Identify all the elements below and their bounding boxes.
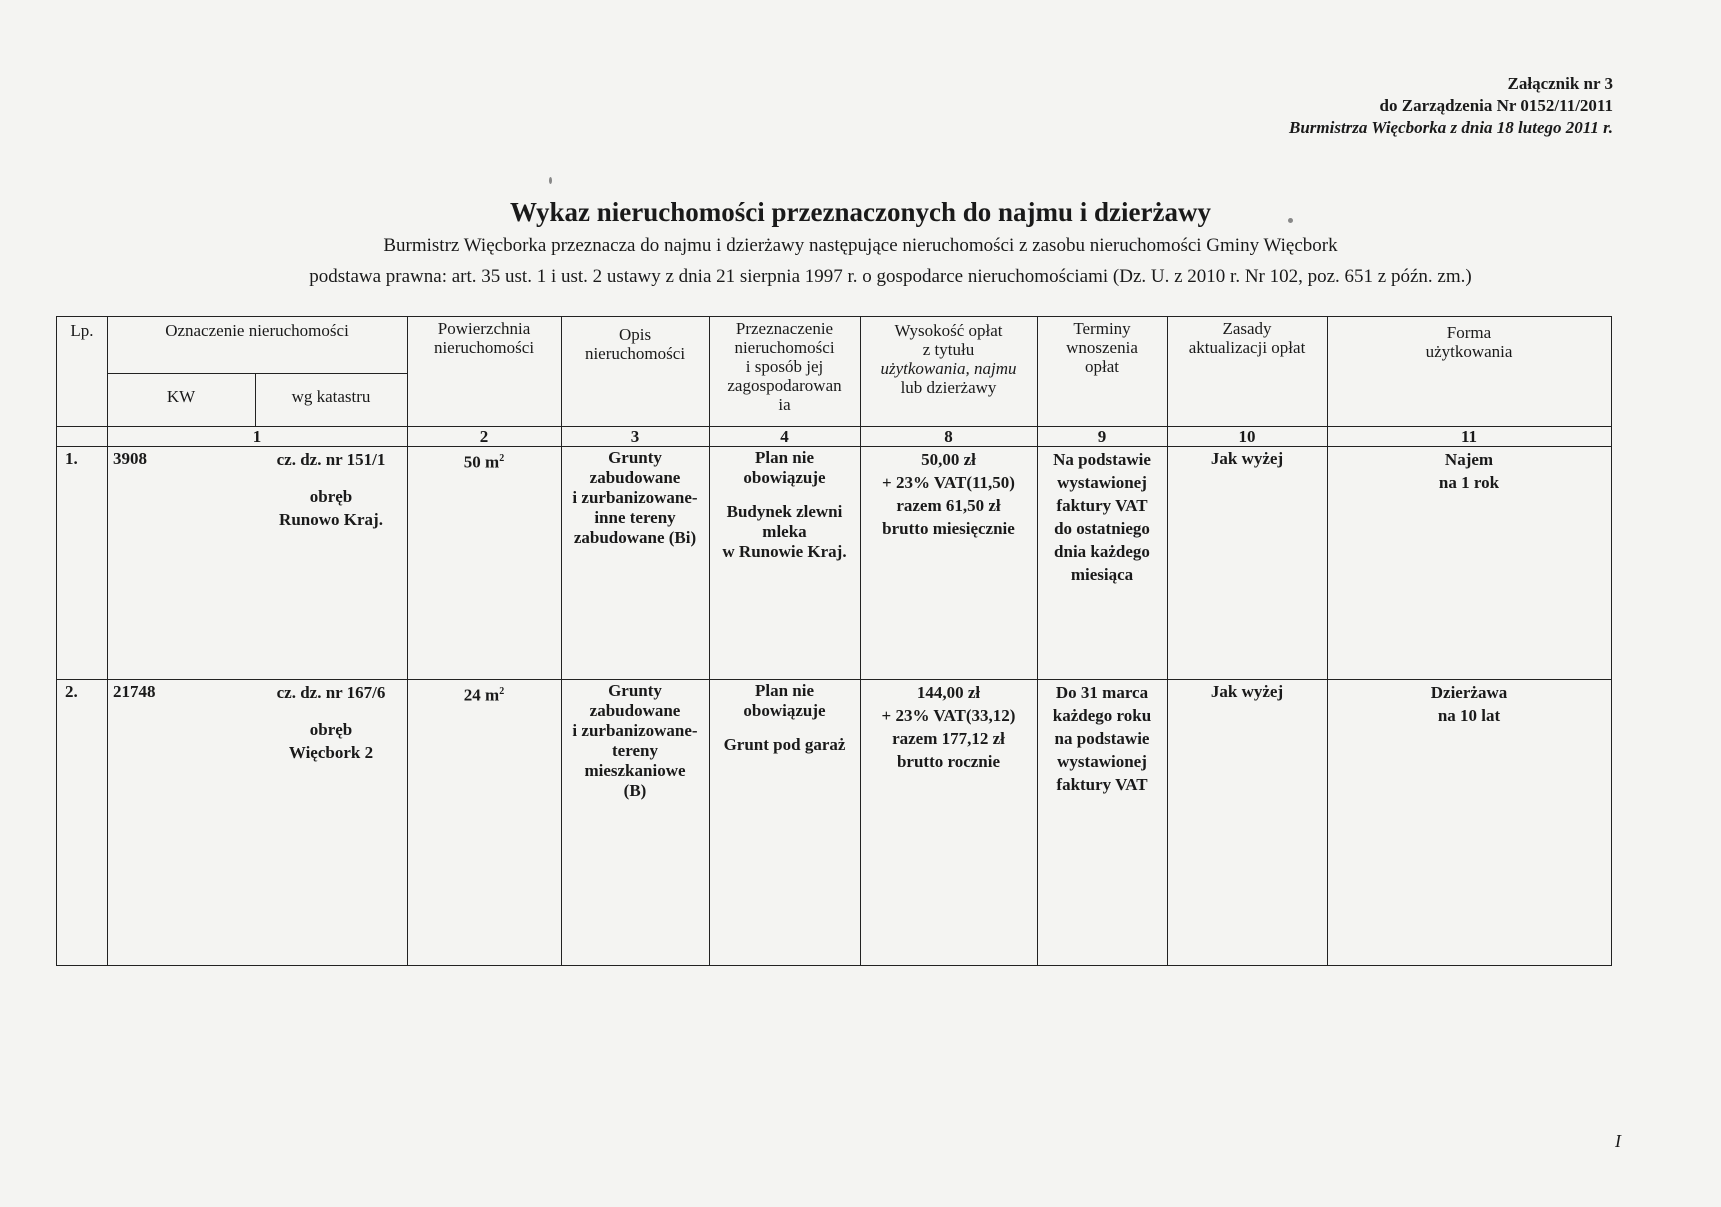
header-katastr: wg katastru	[291, 387, 371, 406]
row1-terminy-line: Na podstawie	[1053, 450, 1151, 469]
header-oznaczenie: Oznaczenie nieruchomości	[165, 321, 349, 340]
row1-terminy-line: do ostatniego	[1054, 519, 1150, 538]
row2-opis-line: zabudowane	[589, 701, 681, 720]
row1-opis-line: i zurbanizowane-	[572, 488, 698, 507]
row1-zasady: Jak wyżej	[1210, 449, 1284, 468]
row2-powierzchnia-value: 24 m	[463, 685, 500, 705]
row2-katastr	[255, 681, 407, 764]
col-number: 8	[944, 427, 953, 446]
scan-speck	[549, 177, 552, 184]
row1-powierzchnia	[407, 448, 561, 473]
row2-forma	[1327, 681, 1611, 727]
header-forma-l1: Forma	[1446, 323, 1492, 342]
header-terminy-l1: Terminy	[1073, 319, 1131, 338]
row1-terminy-line: faktury VAT	[1056, 496, 1148, 515]
row1-przeznaczenie	[709, 448, 860, 562]
row1-przezn-line: mleka	[762, 522, 807, 541]
row2-przezn-line: Grunt pod garaż	[723, 735, 846, 754]
subtitle-1: Burmistrz Więcborka przeznacza do najmu i dzierżawy następujące nieruchomości z zasobu nieruchomości Gminy Więcbork	[383, 235, 1338, 256]
row1-wys-line: brutto miesięcznie	[882, 519, 1015, 538]
row1-katastr-l1: cz. dz. nr 151/1	[276, 450, 386, 469]
row2-forma-line: Dzierżawa	[1430, 683, 1508, 702]
row2-przeznaczenie	[709, 681, 860, 755]
row1-wys-line: 50,00 zł	[921, 450, 976, 469]
col-number: 10	[1238, 427, 1256, 446]
row2-terminy-line: wystawionej	[1057, 752, 1147, 771]
header-powierzchnia	[407, 319, 561, 357]
col-number: 1	[252, 427, 262, 446]
row1-katastr	[255, 448, 407, 531]
header-wysokosc	[860, 321, 1037, 397]
row1-opis-line: zabudowane (Bi)	[573, 528, 697, 547]
row1-terminy-line: miesiąca	[1070, 565, 1134, 584]
row2-terminy-line: każdego roku	[1052, 706, 1152, 725]
header-terminy-l2: wnoszenia	[1066, 338, 1138, 357]
row2-terminy	[1037, 681, 1167, 796]
row2-powierzchnia-sup: 2	[499, 686, 505, 697]
row2-opis-line: i zurbanizowane-	[572, 721, 698, 740]
page-mark: I	[1615, 1131, 1621, 1151]
row1-terminy-line: dnia każdego	[1054, 542, 1150, 561]
col-number: 9	[1097, 427, 1107, 446]
header-terminy-l3: opłat	[1085, 357, 1119, 376]
col-number: 3	[630, 427, 640, 446]
row2-forma-line: na 10 lat	[1437, 706, 1501, 725]
col-number: 4	[780, 427, 789, 446]
row1-powierzchnia-sup: 2	[499, 453, 505, 464]
scan-speck	[1288, 218, 1293, 223]
row1-terminy	[1037, 448, 1167, 586]
header-kw: KW	[166, 387, 196, 406]
header-terminy	[1037, 319, 1167, 376]
row1-przezn-line: Plan nie	[754, 448, 815, 467]
row2-opis-line: (B)	[623, 781, 647, 800]
row1-forma-line: na 1 rok	[1438, 473, 1500, 492]
row2-katastr-l3: Więcbork 2	[288, 743, 374, 762]
header-opis-l1: Opis	[618, 325, 652, 344]
row2-katastr-l1: cz. dz. nr 167/6	[276, 683, 386, 702]
row2-terminy-line: faktury VAT	[1056, 775, 1148, 794]
row1-forma	[1327, 448, 1611, 494]
col-number: 11	[1460, 427, 1478, 446]
row2-zasady: Jak wyżej	[1210, 682, 1284, 701]
row2-wys-line: 144,00 zł	[916, 683, 981, 702]
row2-terminy-line: Do 31 marca	[1055, 683, 1149, 702]
row2-terminy-line: na podstawie	[1054, 729, 1150, 748]
subtitle-2: podstawa prawna: art. 35 ust. 1 i ust. 2 ustawy z dnia 21 sierpnia 1997 r. o gospodarce nieruchomościami (Dz. U. z 2010 r. Nr 102, poz. 651 z późn. zm.)	[309, 266, 1472, 287]
row2-powierzchnia	[407, 681, 561, 706]
row1-opis-line: Grunty	[608, 448, 662, 467]
row1-opis	[561, 448, 709, 548]
row1-wys-line: razem 61,50 zł	[896, 496, 1001, 515]
header-lp: Lp.	[70, 321, 94, 340]
row1-opis-line: inne tereny	[594, 508, 676, 527]
header-powierzchnia-l1: Powierzchnia	[437, 319, 531, 338]
header-wys-l1: Wysokość opłat	[894, 321, 1003, 340]
header-przezn-l2: nieruchomości	[734, 338, 835, 357]
header-powierzchnia-l2: nieruchomości	[433, 338, 535, 357]
annex-line-2: do Zarządzenia Nr 0152/11/2011	[1379, 96, 1613, 115]
row2-opis-line: tereny	[612, 741, 658, 760]
header-przeznaczenie	[709, 319, 860, 414]
row1-przezn-line: obowiązuje	[743, 468, 826, 487]
header-opis	[561, 325, 709, 363]
row1-przezn-line: Budynek zlewni	[726, 502, 843, 521]
property-table	[56, 316, 1612, 966]
row1-forma-line: Najem	[1444, 450, 1494, 469]
header-zasady-l2: aktualizacji opłat	[1188, 338, 1306, 357]
header-przezn-l1: Przeznaczenie	[735, 319, 834, 338]
annex-line-1: Załącznik nr 3	[1507, 74, 1613, 93]
header-wys-l4: lub dzierżawy	[900, 378, 997, 397]
row2-lp: 2.	[65, 682, 78, 701]
header-forma	[1327, 323, 1611, 361]
row2-opis	[561, 681, 709, 801]
annex-note	[1289, 73, 1613, 139]
header-zasady-l1: Zasady	[1222, 319, 1272, 338]
header-przezn-l3: i sposób jej	[745, 357, 824, 376]
col-number: 2	[479, 427, 489, 446]
row1-opis-line: zabudowane	[589, 468, 681, 487]
row2-wys-line: + 23% VAT(33,12)	[881, 706, 1016, 725]
row1-powierzchnia-value: 50 m	[463, 452, 500, 472]
row1-katastr-l3: Runowo Kraj.	[279, 510, 383, 529]
row2-przezn-line: Plan nie	[754, 681, 815, 700]
header-przezn-l5: ia	[778, 395, 791, 414]
row2-wysokosc	[860, 681, 1037, 773]
header-zasady	[1167, 319, 1327, 357]
header-wys-l2: z tytułu	[922, 340, 975, 359]
row1-katastr-l2: obręb	[309, 487, 353, 506]
document-title: Wykaz nieruchomości przeznaczonych do najmu i dzierżawy	[510, 197, 1211, 227]
header-wys-l3: użytkowania, najmu	[880, 359, 1017, 378]
row2-kw: 21748	[113, 682, 156, 701]
row1-terminy-line: wystawionej	[1057, 473, 1147, 492]
row2-wys-line: razem 177,12 zł	[892, 729, 1005, 748]
header-forma-l2: użytkowania	[1425, 342, 1513, 361]
annex-line-3: Burmistrza Więcborka z dnia 18 lutego 2011 r.	[1288, 118, 1613, 137]
header-przezn-l4: zagospodarowan	[727, 376, 842, 395]
row1-przezn-line: w Runowie Kraj.	[722, 542, 847, 561]
row2-przezn-line: obowiązuje	[743, 701, 826, 720]
header-opis-l2: nieruchomości	[584, 344, 686, 363]
row2-wys-line: brutto rocznie	[896, 752, 1001, 771]
row1-wys-line: + 23% VAT(11,50)	[882, 473, 1015, 492]
row2-opis-line: Grunty	[608, 681, 662, 700]
row2-opis-line: mieszkaniowe	[584, 761, 686, 780]
row1-wysokosc	[860, 448, 1037, 540]
row1-kw: 3908	[113, 449, 147, 468]
row1-lp: 1.	[65, 449, 78, 468]
row2-katastr-l2: obręb	[309, 720, 353, 739]
